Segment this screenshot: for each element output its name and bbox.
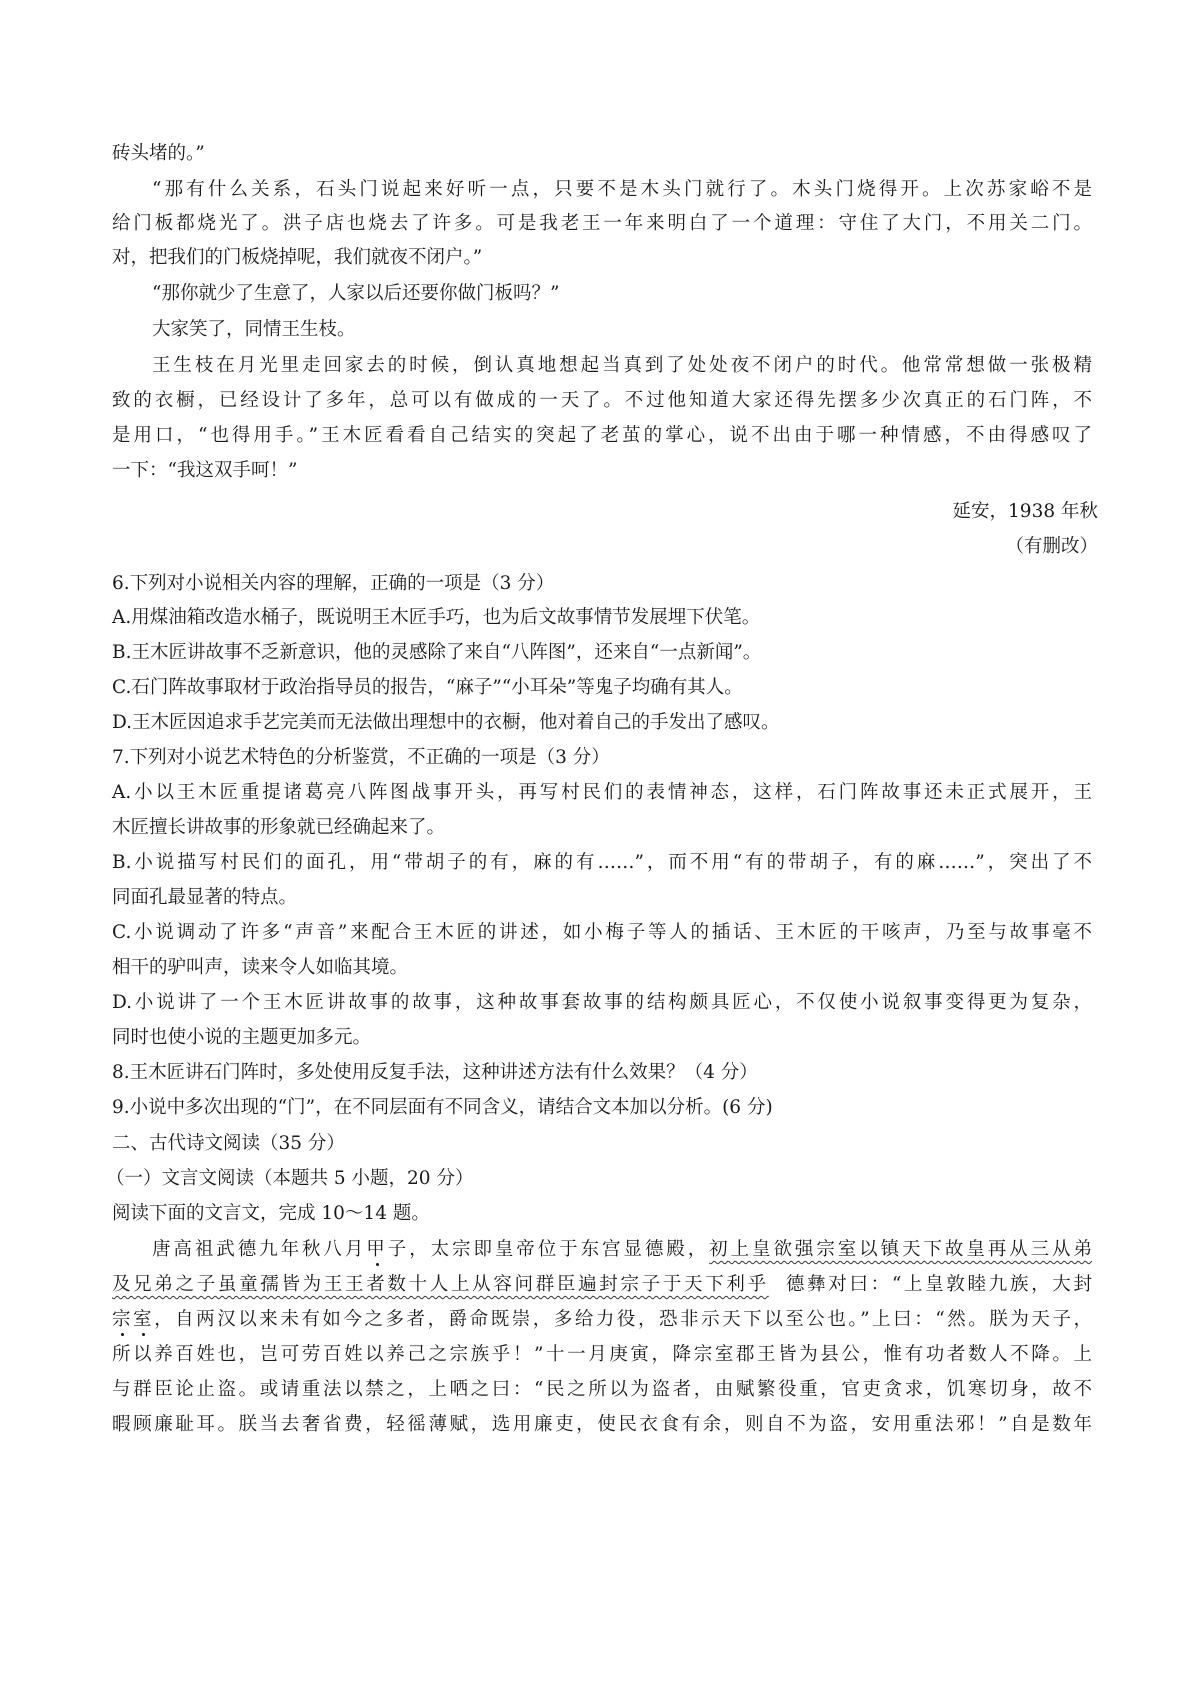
question-7-option-a-cont: 木匠擅长讲故事的形象就已经确起来了。 bbox=[112, 817, 446, 838]
story-signature: 延安，1938 年秋 bbox=[952, 501, 1098, 522]
story-line: 是用口，“也得用手。”王木匠看看自己结实的突起了老茧的掌心，说不出由于哪一种情感，不由得感叹了 bbox=[112, 425, 1092, 446]
question-6-option-b: B.王木匠讲故事不乏新意识，他的灵感除了来自“八阵图”，还来自“一点新闻”。 bbox=[112, 642, 762, 663]
question-7-option-b-cont: 同面孔最显著的特点。 bbox=[112, 887, 298, 908]
story-line: 砖头堵的。” bbox=[112, 143, 205, 164]
question-7-option-c-cont: 相干的驴叫声，读来令人如临其境。 bbox=[112, 957, 409, 978]
story-line: 对，把我们的门板烧掉呢，我们就夜不闭户。” bbox=[112, 247, 483, 268]
question-7-option-c: C.小说调动了许多“声音”来配合王木匠的讲述，如小梅子等人的插话、王木匠的干咳声，乃至与故事毫不 bbox=[112, 922, 1092, 943]
wavy-underlined-passage: 及兄弟之子虽童孺皆为王王者数十人上从容问群臣遍封宗子于天下利乎 bbox=[112, 1274, 769, 1295]
story-line: 大家笑了，同情王生枝。 bbox=[152, 319, 356, 340]
story-line: “那你就少了生意了，人家以后还要你做门板吗？” bbox=[152, 283, 560, 304]
question-7-option-d-cont: 同时也使小说的主题更加多元。 bbox=[112, 1027, 372, 1048]
story-line: 王生枝在月光里走回家去的时候，倒认真地想起当真到了处处夜不闭户的时代。他常常想做一张极精 bbox=[152, 355, 1092, 376]
question-7-option-a: A.小以王木匠重提诸葛亮八阵图战事开头，再写村民们的表情神态，这样，石门阵故事还未正式展开，王 bbox=[112, 782, 1092, 803]
wavy-underlined-passage: 初上皇欲强宗室以镇天下故皇再从三从弟 bbox=[709, 1239, 1092, 1260]
question-7-option-b: B.小说描写村民们的面孔，用“带胡子的有，麻的有……”，而不用“有的带胡子，有的麻……”，突出了不 bbox=[112, 852, 1092, 873]
reading-instruction: 阅读下面的文言文，完成 10～14 题。 bbox=[112, 1203, 430, 1224]
story-line: 致的衣橱，已经设计了多年，总可以有做成的一天了。不过他知道大家还得先摆多少次真正的石门阵，不 bbox=[112, 390, 1092, 411]
classical-text-line: 暇顾廉耻耳。朕当去奢省费，轻徭薄赋，选用廉吏，使民衣食有余，则自不为盗，安用重法邪！”自是数年 bbox=[112, 1414, 1092, 1435]
question-6: 6.下列对小说相关内容的理解，正确的一项是（3 分） bbox=[112, 573, 555, 594]
question-7: 7.下列对小说艺术特色的分析鉴赏，不正确的一项是（3 分） bbox=[112, 747, 610, 768]
question-6-option-a: A.用煤油箱改造水桶子，既说明王木匠手巧，也为后文故事情节发展埋下伏笔。 bbox=[112, 607, 761, 628]
emphasis-dot-char: 宗 bbox=[112, 1309, 134, 1330]
question-6-option-d: D.王木匠因追求手艺完美而无法做出理想中的衣橱，他对着自己的手发出了感叹。 bbox=[112, 712, 780, 733]
emphasis-dot-char: 室 bbox=[133, 1309, 155, 1330]
section-heading: 二、古代诗文阅读（35 分） bbox=[112, 1133, 345, 1154]
story-line: 给门板都烧光了。洪子店也烧去了许多。可是我老王一年来明白了一个道理：守住了大门，不用关二门。 bbox=[112, 213, 1092, 234]
subsection-heading: （一）文言文阅读（本题共 5 小题，20 分） bbox=[106, 1168, 474, 1189]
emphasis-dot-char: 甲 bbox=[366, 1239, 388, 1260]
classical-text-line: 与群臣论止盗。或请重法以禁之，上哂之曰：“民之所以为盗者，由赋繁役重，官吏贪求，饥寒切身，故不 bbox=[112, 1379, 1092, 1400]
classical-text-line: 唐高祖武德九年秋八月甲子，太宗即皇帝位于东宫显德殿，初上皇欲强宗室以镇天下故皇再从三从弟 bbox=[152, 1239, 1092, 1260]
story-note: （有删改） bbox=[1005, 536, 1098, 557]
question-8: 8.王木匠讲石门阵时，多处使用反复手法，这种讲述方法有什么效果？（4 分） bbox=[112, 1062, 758, 1083]
classical-text-line: 宗室，自两汉以来未有如今之多者，爵命既崇，多给力役，恐非示天下以至公也。”上曰：“然。朕为天子， bbox=[112, 1309, 1092, 1330]
classical-text-line: 所以养百姓也，岂可劳百姓以养己之宗族乎！”十一月庚寅，降宗室郡王皆为县公，惟有功者数人不降。上 bbox=[112, 1344, 1092, 1365]
question-6-option-c: C.石门阵故事取材于政治指导员的报告，“麻子”“小耳朵”等鬼子均确有其人。 bbox=[112, 677, 743, 698]
question-9: 9.小说中多次出现的“门”，在不同层面有不同含义，请结合文本加以分析。(6 分) bbox=[112, 1097, 773, 1118]
story-line: 一下：“我这双手呵！” bbox=[112, 460, 298, 481]
question-7-option-d: D.小说讲了一个王木匠讲故事的故事，这种故事套故事的结构颇具匠心，不仅使小说叙事变得更为复杂， bbox=[112, 992, 1092, 1013]
classical-text-line: 及兄弟之子虽童孺皆为王王者数十人上从容问群臣遍封宗子于天下利乎 德彝对曰：“上皇敦睦九族，大封 bbox=[112, 1274, 1092, 1295]
story-line: “那有什么关系，石头门说起来好听一点，只要不是木头门就行了。木头门烧得开。上次苏家峪不是 bbox=[152, 179, 1092, 200]
